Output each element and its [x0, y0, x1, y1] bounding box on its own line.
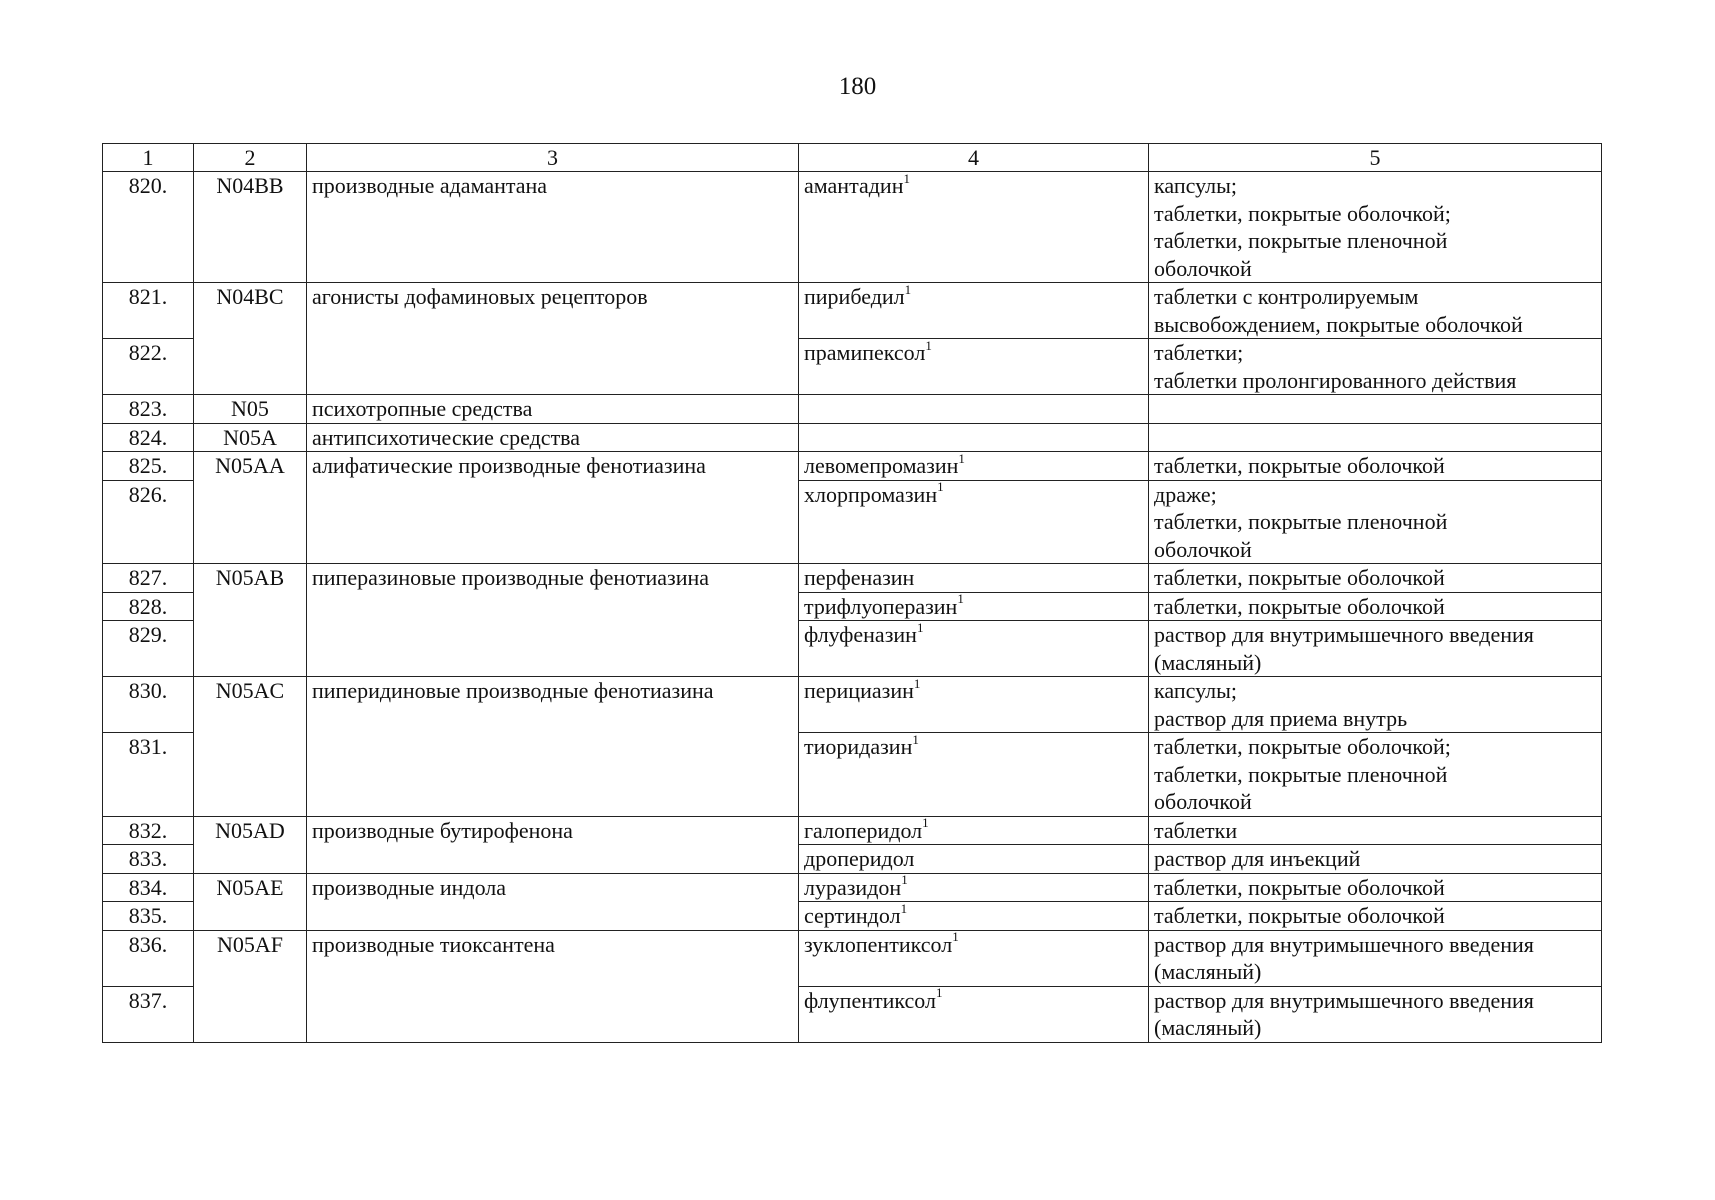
drug-group-cell: агонисты дофаминовых рецепторов — [307, 283, 799, 395]
drug-name: прамипексол — [804, 340, 926, 365]
row-number-cell: 826. — [103, 480, 194, 564]
column-header: 4 — [799, 144, 1149, 172]
table-row — [103, 283, 1602, 339]
drug-group-cell: алифатические производные фенотиазина — [307, 452, 799, 564]
dosage-form-line: таблетки, покрытые пленочной — [1154, 509, 1448, 534]
drug-name-cell — [799, 816, 1149, 845]
atc-code-cell: N04BC — [194, 283, 307, 395]
dosage-form-line: таблетки, покрытые оболочкой — [1154, 874, 1445, 900]
dosage-form-line: таблетки — [1154, 817, 1238, 843]
drug-name: левомепромазин — [804, 453, 959, 478]
row-number-cell: 820. — [103, 172, 194, 283]
dosage-form-line: раствор для внутримышечного введения — [1154, 931, 1534, 957]
footnote-marker: 1 — [958, 450, 965, 466]
row-number-cell: 835. — [103, 902, 194, 931]
drug-name-cell — [799, 339, 1149, 395]
dosage-form-cell — [1149, 423, 1602, 452]
drug-name-cell — [799, 395, 1149, 424]
drug-group-cell: производные бутирофенона — [307, 816, 799, 873]
dosage-form-cell — [1149, 902, 1602, 931]
atc-code-cell: N05AF — [194, 930, 307, 1042]
table-row — [103, 873, 1602, 902]
table-header — [103, 144, 1602, 172]
dosage-form-line: таблетки, покрытые оболочкой — [1154, 903, 1445, 928]
drug-group-cell: пиперидиновые производные фенотиазина — [307, 677, 799, 817]
table-row — [103, 423, 1602, 452]
row-number-cell: 828. — [103, 592, 194, 621]
dosage-form-line: высвобождением, покрытые оболочкой — [1154, 311, 1523, 337]
dosage-form-cell — [1149, 480, 1602, 564]
drug-group-cell: производные индола — [307, 873, 799, 930]
dosage-form-line: (масляный) — [1154, 959, 1262, 984]
drug-name: хлорпромазин — [804, 481, 938, 507]
drug-name: флуфеназин — [804, 622, 917, 647]
row-number-cell: 836. — [103, 930, 194, 986]
table-row — [103, 395, 1602, 424]
drug-name: трифлуоперазин — [804, 593, 958, 619]
dosage-form-line: оболочкой — [1154, 536, 1252, 562]
row-number-cell: 834. — [103, 873, 194, 902]
footnote-marker: 1 — [901, 872, 908, 888]
dosage-form-cell — [1149, 986, 1602, 1042]
column-header: 2 — [194, 144, 307, 172]
drug-name-cell — [799, 423, 1149, 452]
dosage-form-line: таблетки с контролируемым — [1154, 284, 1419, 309]
drug-group-cell: антипсихотические средства — [307, 423, 799, 452]
drug-group-cell: пиперазиновые производные фенотиазина — [307, 564, 799, 677]
dosage-form-line: (масляный) — [1154, 649, 1262, 675]
drug-group-cell: психотропные средства — [307, 395, 799, 424]
footnote-marker: 1 — [916, 619, 924, 635]
dosage-form-cell — [1149, 816, 1602, 845]
footnote-marker: 1 — [925, 337, 932, 353]
dosage-form-cell — [1149, 592, 1602, 621]
drug-name-cell — [799, 592, 1149, 621]
footnote-marker: 1 — [952, 929, 959, 945]
dosage-form-cell — [1149, 564, 1602, 593]
atc-code-cell: N05AB — [194, 564, 307, 677]
table-row — [103, 816, 1602, 845]
table-row — [103, 564, 1602, 593]
row-number-cell: 822. — [103, 339, 194, 395]
row-number-cell: 825. — [103, 452, 194, 481]
dosage-form-cell — [1149, 845, 1602, 874]
drug-name: луразидон — [804, 874, 902, 900]
atc-code-cell: N05A — [194, 423, 307, 452]
drug-name-cell — [799, 902, 1149, 931]
atc-code-cell: N05AD — [194, 816, 307, 873]
row-number-cell: 821. — [103, 283, 194, 339]
column-header: 5 — [1149, 144, 1602, 172]
drug-name: сертиндол — [804, 903, 901, 928]
row-number-cell: 832. — [103, 816, 194, 845]
footnote-marker: 1 — [935, 985, 943, 1001]
drug-name-cell — [799, 283, 1149, 339]
drug-name: тиоридазин — [804, 734, 913, 759]
drug-name-cell — [799, 930, 1149, 986]
dosage-form-line: таблетки, покрытые оболочкой — [1154, 453, 1445, 478]
dosage-form-cell — [1149, 930, 1602, 986]
dosage-form-cell — [1149, 452, 1602, 481]
drug-group-cell: производные тиоксантена — [307, 930, 799, 1042]
footnote-marker: 1 — [904, 281, 912, 297]
drug-name-cell — [799, 564, 1149, 593]
dosage-form-cell — [1149, 873, 1602, 902]
row-number-cell: 829. — [103, 621, 194, 677]
dosage-form-line: таблетки, покрытые оболочкой; — [1154, 200, 1451, 226]
drug-name-cell — [799, 480, 1149, 564]
dosage-form-line: таблетки, покрытые пленочной — [1154, 228, 1448, 253]
dosage-form-cell — [1149, 339, 1602, 395]
dosage-form-line: раствор для приема внутрь — [1154, 705, 1408, 731]
dosage-form-line: капсулы; — [1154, 173, 1237, 198]
footnote-marker: 1 — [922, 815, 929, 831]
footnote-marker: 1 — [913, 675, 921, 691]
dosage-form-line: оболочкой — [1154, 789, 1252, 814]
footnote-marker: 1 — [903, 170, 910, 186]
table-row — [103, 452, 1602, 481]
dosage-form-cell — [1149, 733, 1602, 817]
dosage-form-line: таблетки пролонгированного действия — [1154, 367, 1517, 393]
drug-name-cell — [799, 733, 1149, 817]
drug-name-cell — [799, 452, 1149, 481]
drug-name: флупентиксол — [804, 987, 936, 1013]
drug-name: пирибедил — [804, 284, 905, 309]
drug-name-cell — [799, 172, 1149, 283]
footnote-marker: 1 — [912, 731, 919, 747]
atc-code-cell: N05AA — [194, 452, 307, 564]
dosage-form-line: таблетки, покрытые оболочкой — [1154, 565, 1445, 590]
row-number-cell: 824. — [103, 423, 194, 452]
table-row — [103, 677, 1602, 733]
drug-name: галоперидол — [804, 817, 923, 843]
dosage-form-cell — [1149, 395, 1602, 424]
column-header: 3 — [307, 144, 799, 172]
dosage-form-line: раствор для инъекций — [1154, 846, 1361, 871]
dosage-form-line: (масляный) — [1154, 1015, 1262, 1040]
row-number-cell: 830. — [103, 677, 194, 733]
drug-name-cell — [799, 845, 1149, 874]
page-number: 180 — [838, 73, 877, 100]
drug-name: перфеназин — [804, 565, 915, 590]
dosage-form-line: таблетки; — [1154, 340, 1244, 365]
dosage-form-line: таблетки, покрытые оболочкой; — [1154, 734, 1451, 759]
row-number-cell: 837. — [103, 986, 194, 1042]
drug-name: зуклопентиксол — [804, 931, 953, 957]
row-number-cell: 831. — [103, 733, 194, 817]
drug-name-cell — [799, 986, 1149, 1042]
atc-code-cell: N05AE — [194, 873, 307, 930]
drug-name-cell — [799, 621, 1149, 677]
drug-name: перициазин — [804, 678, 914, 703]
footnote-marker: 1 — [900, 900, 908, 916]
header-row — [103, 144, 1602, 172]
drug-name: амантадин — [804, 173, 904, 198]
dosage-form-cell — [1149, 677, 1602, 733]
atc-code-cell: N05AC — [194, 677, 307, 817]
dosage-form-cell — [1149, 621, 1602, 677]
dosage-form-line: оболочкой — [1154, 255, 1252, 281]
footnote-marker: 1 — [937, 479, 944, 495]
footnote-marker: 1 — [957, 591, 964, 607]
drug-name-cell — [799, 873, 1149, 902]
row-number-cell: 833. — [103, 845, 194, 874]
drug-name-cell — [799, 677, 1149, 733]
row-number-cell: 827. — [103, 564, 194, 593]
table-body — [103, 172, 1602, 1043]
medication-table — [102, 143, 1602, 1043]
dosage-form-line: таблетки, покрытые оболочкой — [1154, 593, 1445, 619]
atc-code-cell: N04BB — [194, 172, 307, 283]
dosage-form-cell — [1149, 172, 1602, 283]
column-header: 1 — [103, 144, 194, 172]
dosage-form-line: таблетки, покрытые пленочной — [1154, 761, 1448, 787]
dosage-form-line: капсулы; — [1154, 678, 1237, 703]
dosage-form-line: раствор для внутримышечного введения — [1154, 987, 1534, 1013]
table-row — [103, 172, 1602, 283]
row-number-cell: 823. — [103, 395, 194, 424]
drug-name: дроперидол — [804, 846, 915, 871]
drug-group-cell: производные адамантана — [307, 172, 799, 283]
dosage-form-cell — [1149, 283, 1602, 339]
dosage-form-line: драже; — [1154, 481, 1217, 507]
dosage-form-line: раствор для внутримышечного введения — [1154, 622, 1534, 647]
atc-code-cell: N05 — [194, 395, 307, 424]
table-row — [103, 930, 1602, 986]
